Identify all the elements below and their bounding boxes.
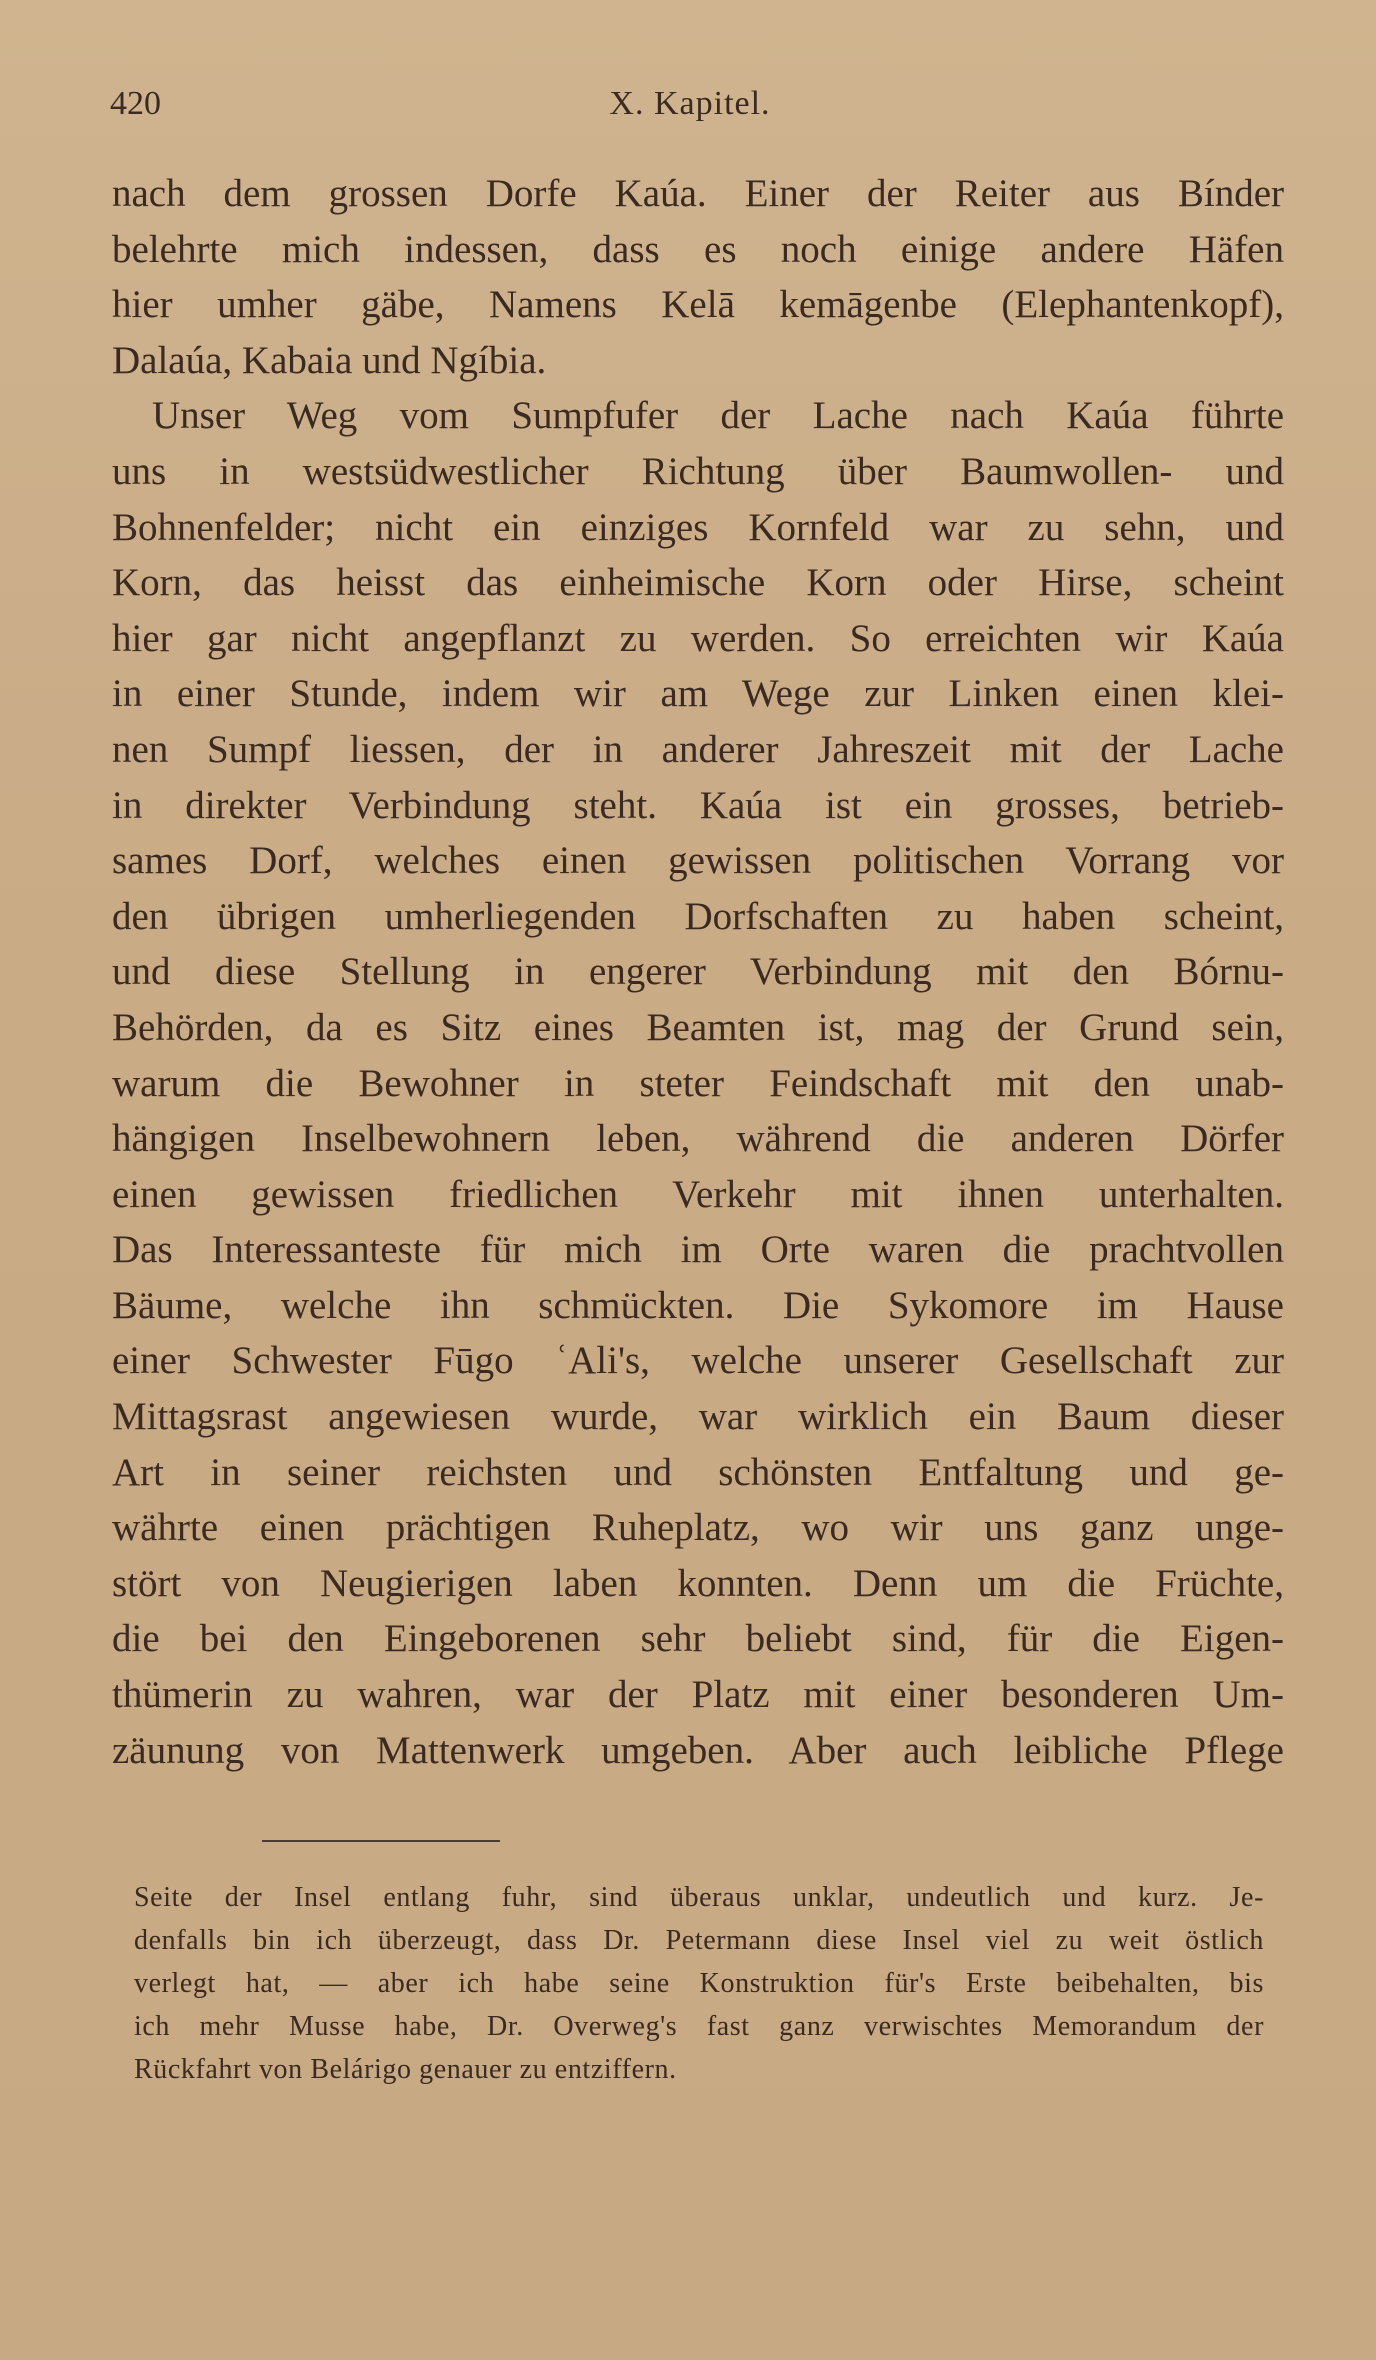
text-line: sames Dorf, welches einen gewissen politischen Vorrang vor <box>112 839 1284 883</box>
text-line: Unser Weg vom Sumpfufer der Lache nach Kaúa führte <box>152 394 1284 438</box>
text-line: die bei den Eingeborenen sehr beliebt sind, für die Eigen- <box>112 1617 1284 1661</box>
text-line: nach dem grossen Dorfe Kaúa. Einer der Reiter aus Bínder <box>112 172 1284 215</box>
text-line: Bäume, welche ihn schmückten. Die Sykomore im Hause <box>112 1283 1284 1327</box>
chapter-title: X. Kapitel. <box>609 85 771 122</box>
text-line: Korn, das heisst das einheimische Korn oder Hirse, scheint <box>112 561 1284 605</box>
footnote-line: denfalls bin ich überzeugt, dass Dr. Petermann diese Insel viel zu weit östlich <box>134 1925 1264 1956</box>
text-line: belehrte mich indessen, dass es noch einige andere Häfen <box>112 227 1284 271</box>
text-line: Mittagsrast angewiesen wurde, war wirklich ein Baum dieser <box>112 1395 1284 1439</box>
text-line: in einer Stunde, indem wir am Wege zur Linken einen klei- <box>112 672 1284 716</box>
footnote-line: Rückfahrt von Belárigo genauer zu entziffern. <box>134 2054 677 2085</box>
running-head <box>110 84 1270 128</box>
text-line: und diese Stellung in engerer Verbindung mit den Bórnu- <box>112 950 1284 994</box>
text-line: Art in seiner reichsten und schönsten Entfaltung und ge- <box>112 1450 1284 1494</box>
page-number: 420 <box>110 85 161 122</box>
footnote-line: Seite der Insel entlang fuhr, sind überaus unklar, undeutlich und kurz. Je- <box>134 1882 1264 1913</box>
text-line: in direkter Verbindung steht. Kaúa ist ein grosses, betrieb- <box>112 783 1284 827</box>
text-line: zäunung von Mattenwerk umgeben. Aber auch leibliche Pflege <box>112 1728 1284 1772</box>
text-line: uns in westsüdwestlicher Richtung über Baumwollen- und <box>112 449 1284 493</box>
main-text <box>112 166 1284 1778</box>
text-line: Das Interessanteste für mich im Orte waren die prachtvollen <box>112 1228 1284 1272</box>
text-line: einen gewissen friedlichen Verkehr mit ihnen unterhalten. <box>112 1172 1284 1216</box>
footnote <box>134 1876 1264 2091</box>
text-line: Behörden, da es Sitz eines Beamten ist, mag der Grund sein, <box>112 1005 1284 1049</box>
text-line: währte einen prächtigen Ruheplatz, wo wir uns ganz unge- <box>112 1506 1284 1550</box>
footnote-divider <box>262 1840 500 1842</box>
footnote-line: verlegt hat, — aber ich habe seine Konstruktion für's Erste beibehalten, bis <box>134 1968 1264 1999</box>
text-line: warum die Bewohner in steter Feindschaft mit den unab- <box>112 1061 1284 1105</box>
text-line: den übrigen umherliegenden Dorfschaften zu haben scheint, <box>112 894 1284 938</box>
text-line: hier umher gäbe, Namens Kelā kemāgenbe (Elephantenkopf), <box>112 283 1284 327</box>
text-line: thümerin zu wahren, war der Platz mit einer besonderen Um- <box>112 1673 1284 1717</box>
text-line: Dalaúa, Kabaia und Ngíbia. <box>112 338 547 382</box>
text-line: stört von Neugierigen laben konnten. Denn um die Früchte, <box>112 1561 1284 1605</box>
text-line: hängigen Inselbewohnern leben, während die anderen Dörfer <box>112 1117 1284 1161</box>
text-line: hier gar nicht angepflanzt zu werden. So erreichten wir Kaúa <box>112 616 1284 660</box>
text-line: nen Sumpf liessen, der in anderer Jahreszeit mit der Lache <box>112 727 1284 771</box>
footnote-line: ich mehr Musse habe, Dr. Overweg's fast ganz verwischtes Memorandum der <box>134 2011 1264 2042</box>
text-line: einer Schwester Fūgo ʿAli's, welche unserer Gesellschaft zur <box>112 1339 1284 1383</box>
text-line: Bohnenfelder; nicht ein einziges Kornfeld war zu sehn, und <box>112 505 1284 549</box>
